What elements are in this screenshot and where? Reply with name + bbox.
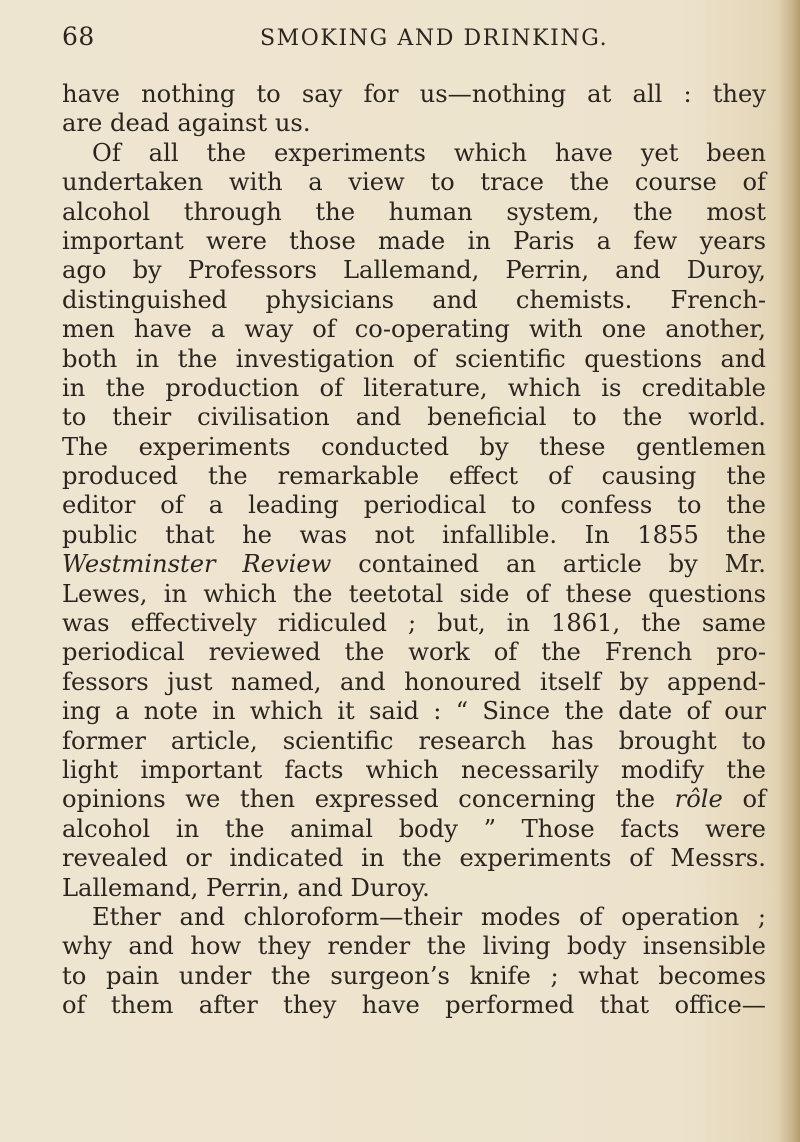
text-line: why and how they render the living body insensible (62, 932, 766, 961)
text-line: distinguished physicians and chemists. French- (62, 285, 766, 314)
text-line: are dead against us. (62, 109, 311, 138)
italic-word: rôle (674, 785, 723, 814)
text-line (62, 550, 766, 579)
text-line: Lewes, in which the teetotal side of these questions (62, 579, 766, 608)
text-line: alcohol in the animal body ” Those facts were (62, 814, 766, 843)
body-text (62, 80, 766, 1021)
text-line: fessors just named, and honoured itself by append- (62, 667, 766, 696)
text-line: important were those made in Paris a few years (62, 226, 766, 255)
page-header (62, 22, 782, 62)
text-line (62, 785, 766, 814)
text-line: ago by Professors Lallemand, Perrin, and Duroy, (62, 256, 766, 285)
page-edge-shadow (778, 0, 800, 1142)
text-fragment: opinions we then expressed concerning the (62, 785, 675, 814)
text-line: of them after they have performed that office— (62, 991, 766, 1020)
text-line: editor of a leading periodical to confess to the (62, 491, 766, 520)
running-head: SMOKING AND DRINKING. (260, 26, 609, 51)
text-line: ing a note in which it said : “ Since the date of our (62, 697, 766, 726)
text-fragment: contained an article by Mr. (331, 550, 766, 579)
text-line: alcohol through the human system, the most (62, 197, 766, 226)
text-line: public that he was not infallible. In 1855 the (62, 520, 766, 549)
text-fragment: of (722, 785, 767, 814)
text-line: light important facts which necessarily modify the (62, 755, 766, 784)
text-line: periodical reviewed the work of the French pro- (62, 638, 766, 667)
text-line: Lallemand, Perrin, and Duroy. (62, 873, 430, 902)
text-line: men have a way of co-operating with one another, (62, 315, 766, 344)
text-line: produced the remarkable effect of causing the (62, 462, 766, 491)
text-line: have nothing to say for us—nothing at all : they (62, 80, 766, 108)
italic-title: Westminster Review (62, 550, 332, 579)
text-line: former article, scientific research has brought to (62, 726, 766, 755)
text-line: to their civilisation and beneficial to the world. (62, 403, 766, 432)
text-line: revealed or indicated in the experiments of Messrs. (62, 844, 766, 873)
paragraph-first-line: Ether and chloroform—their modes of operation ; (92, 902, 766, 931)
paragraph-first-line: Of all the experiments which have yet been (92, 138, 766, 167)
page-number: 68 (62, 22, 95, 51)
text-line: to pain under the surgeon’s knife ; what becomes (62, 961, 766, 990)
text-line: undertaken with a view to trace the course of (62, 168, 766, 197)
text-line: was effectively ridiculed ; but, in 1861, the same (62, 609, 766, 638)
text-line: both in the investigation of scientific questions and (62, 344, 766, 373)
text-line: The experiments conducted by these gentlemen (62, 432, 766, 461)
text-line: in the production of literature, which is creditable (62, 373, 766, 402)
